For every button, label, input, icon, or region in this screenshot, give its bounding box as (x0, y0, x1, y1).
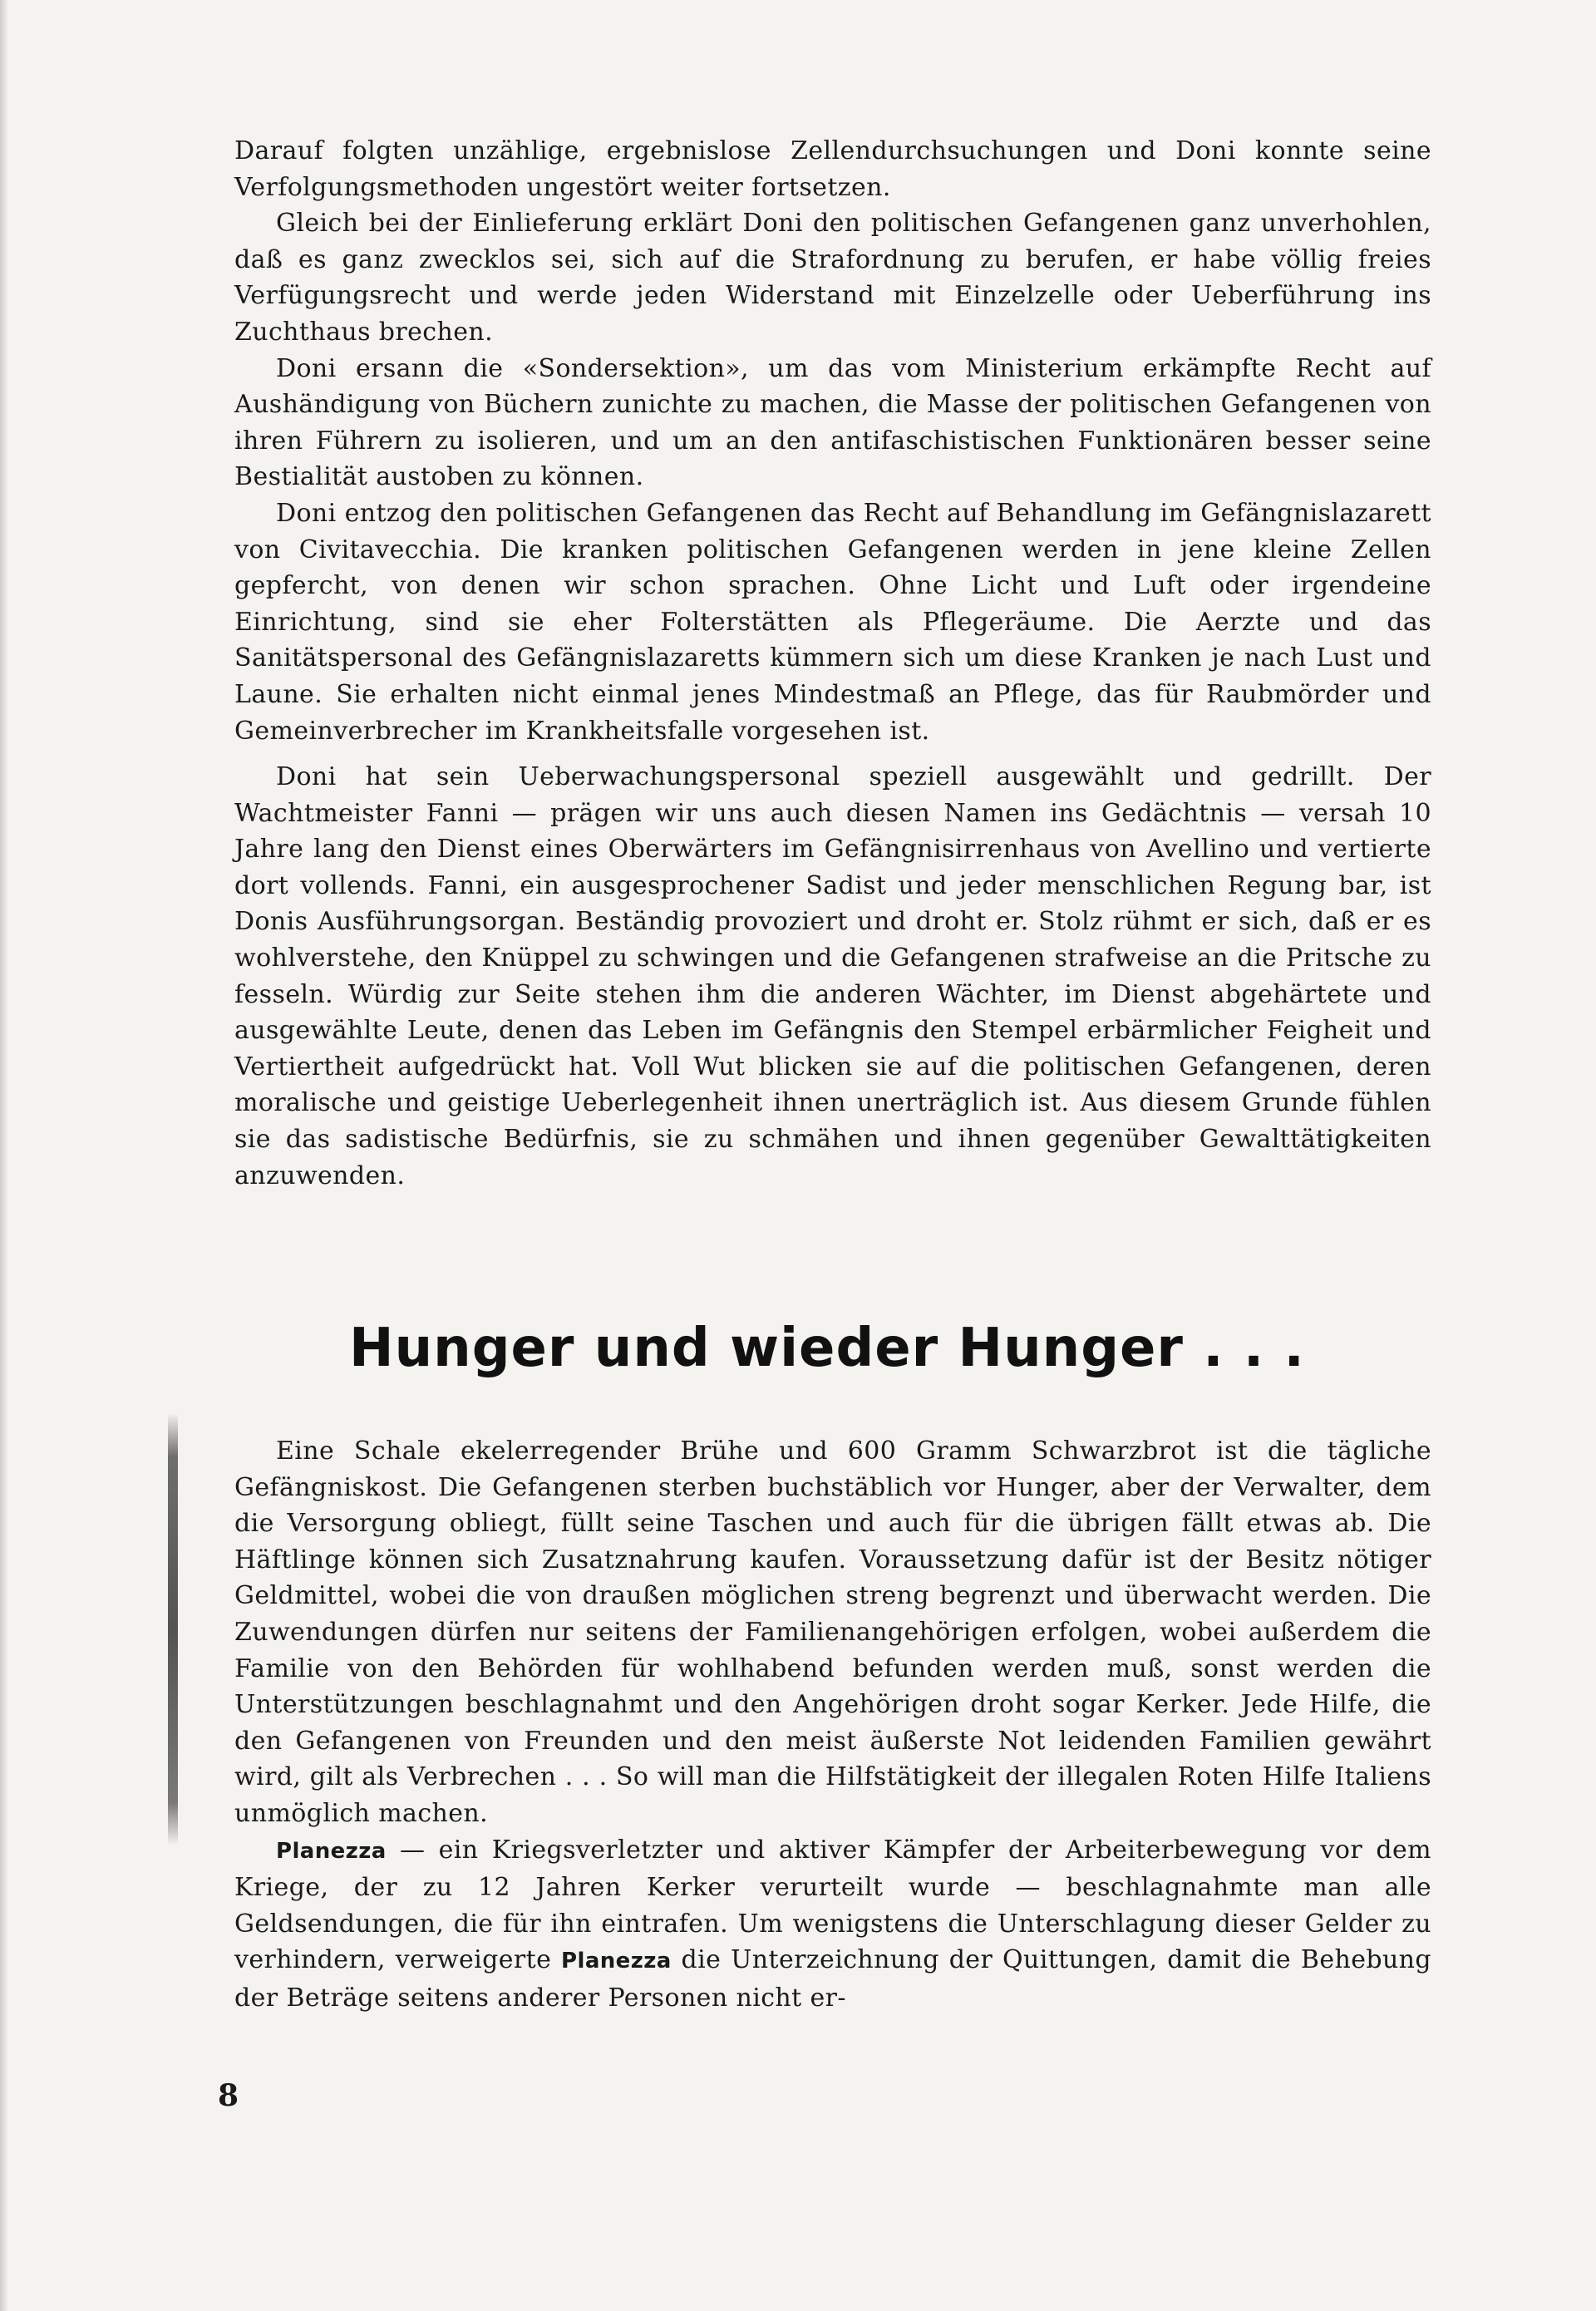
body-text-top (234, 133, 1431, 1194)
paragraph-text: die Unterzeichnung der Quittungen, damit die Behebung der Beträge seitens anderer Personen nicht er- (234, 1945, 1431, 2013)
body-text-bottom (234, 1433, 1431, 2017)
paragraph: Doni ersann die «Sondersektion», um das vom Ministerium erkämpfte Recht auf Aushändigung von Büchern zunichte zu machen, die Masse der politischen Gefangenen von ihren Führern zu isolieren, und um an den antifaschistischen Funktionären besser seine Bestialität austoben zu können. (234, 353, 1431, 492)
paragraph: Darauf folgten unzählige, ergebnislose Zellendurchsuchungen und Doni konnte seine Verfolgungsmethoden ungestört weiter fortsetzen. (234, 136, 1431, 202)
paragraph: Gleich bei der Einlieferung erklärt Doni den politischen Gefangenen ganz unverhohlen, daß es ganz zwecklos sei, sich auf die Strafordnung zu berufen, er habe völlig freies Verfügungsrecht und werde jeden Widerstand mit Einzelzelle oder Ueberführung ins Zuchthaus brechen. (234, 209, 1431, 347)
person-name: Planezza (276, 1838, 387, 1864)
paragraph: Doni hat sein Ueberwachungspersonal speziell ausgewählt und gedrillt. Der Wachtmeister Fanni — prägen wir uns auch diesen Namen ins Gedächtnis — versah 10 Jahre lang den Dienst eines Oberwärters im Gefängnisirrenhaus von Avellino und vertierte dort vollends. Fanni, ein ausgesprochener Sadist und jeder menschlichen Regung bar, ist Donis Ausführungsorgan. Beständig provoziert und droht er. Stolz rühmt er sich, daß er es wohlverstehe, den Knüppel zu schwingen und die Gefangenen strafweise an die Pritsche zu fesseln. Würdig zur Seite stehen ihm die anderen Wächter, im Dienst abgehärtete und ausgewählte Leute, denen das Leben im Gefängnis den Stempel erbärmlicher Feigheit und Vertiertheit aufgedrückt hat. Voll Wut blicken sie auf die politischen Gefangenen, deren moralische und geistige Ueberlegenheit ihnen unerträglich ist. Aus diesem Grunde fühlen sie das sadistische Bedürfnis, sie zu schmähen und ihnen gegenüber Gewalttätigkeiten anzuwenden. (234, 762, 1431, 1190)
page-edge-shadow (0, 0, 8, 2311)
paragraph: Doni entzog den politischen Gefangenen das Recht auf Behandlung im Gefängnislazarett von Civitavecchia. Die kranken politischen Gefangenen werden in jene kleine Zellen gepfercht, von denen wir schon sprachen. Ohne Licht und Luft oder irgendeine Einrichtung, sind sie eher Folterstätten als Pflegeräume. Die Aerzte und das Sanitätspersonal des Gefängnislazaretts kümmern sich um diese Kranken je nach Lust und Laune. Sie erhalten nicht einmal jenes Mindestmaß an Pflege, das für Raubmörder und Gemeinverbrecher im Krankheitsfalle vorgesehen ist. (234, 498, 1431, 746)
paragraph-text: — ein Kriegsverletzter und aktiver Kämpfer der Arbeiterbewegung vor dem Kriege, der zu 12 Jahren Kerker verurteilt wurde — beschlagnahmte man alle Geldsendungen, die für ihn eintrafen. Um wenigstens die Unterschlagung dieser Gelder zu verhindern, verweigerte (234, 1835, 1431, 1975)
binding-mark (168, 1413, 178, 1845)
section-heading: Hunger und wieder Hunger . . . (349, 1318, 1305, 1379)
page-number: 8 (218, 2078, 239, 2113)
person-name: Planezza (561, 1949, 672, 1974)
paragraph: Eine Schale ekelerregender Brühe und 600 Gramm Schwarzbrot ist die tägliche Gefängniskost. Die Gefangenen sterben buchstäblich vor Hunger, aber der Verwalter, dem die Versorgung obliegt, füllt seine Taschen und auch für die übrigen fällt etwas ab. Die Häftlinge können sich Zusatznahrung kaufen. Voraussetzung dafür ist der Besitz nötiger Geldmittel, wobei die von draußen möglichen streng begrenzt und überwacht werden. Die Zuwendungen dürfen nur seitens der Familienangehörigen erfolgen, wobei außerdem die Familie von den Behörden für wohlhabend befunden werden muß, sonst werden die Unterstützungen beschlagnahmt und den Angehörigen droht sogar Kerker. Jede Hilfe, die den Gefangenen von Freunden und den meist äußerste Not leidenden Familien gewährt wird, gilt als Verbrechen . . . So will man die Hilfstätigkeit der illegalen Roten Hilfe Italiens unmöglich machen. (234, 1436, 1431, 1828)
paragraph (234, 1832, 1431, 2017)
